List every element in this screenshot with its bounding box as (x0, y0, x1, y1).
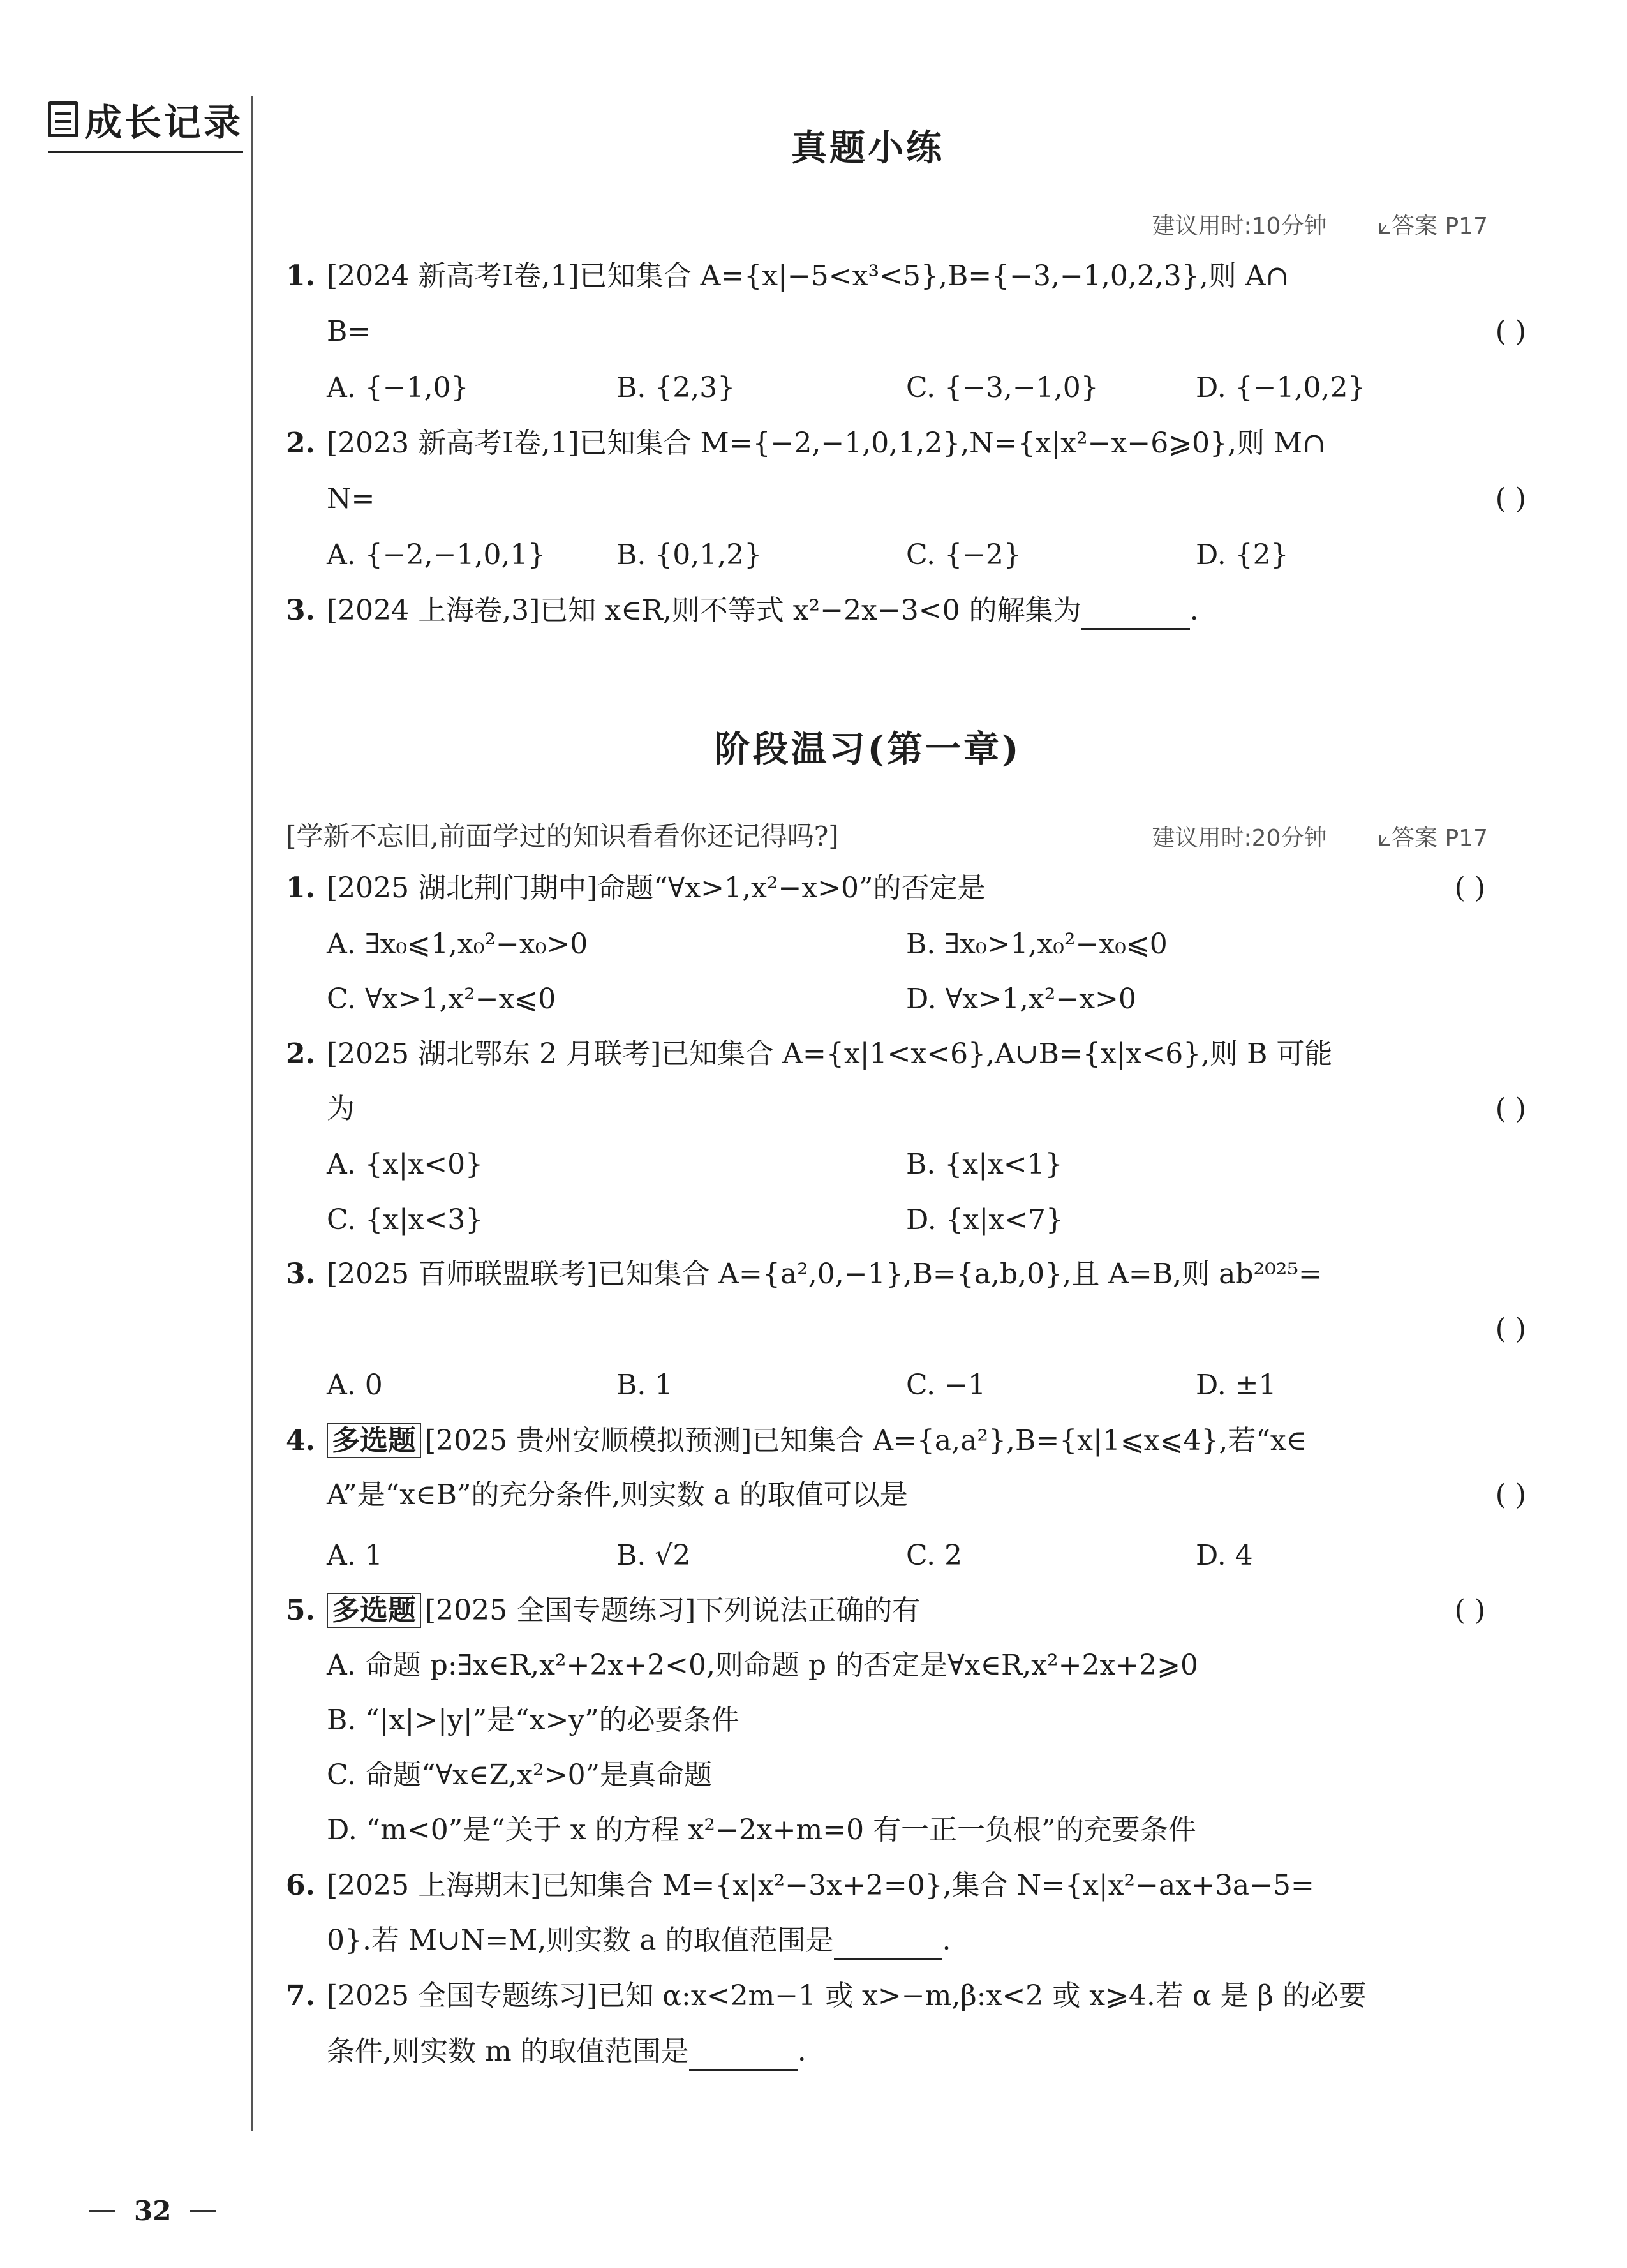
page-number: 32 (134, 2195, 172, 2227)
option-a: A. 命题 p:∃x∈R,x²+2x+2<0,则命题 p 的否定是∀x∈R,x²+2x+2⩾0 (327, 1649, 1198, 1682)
option-d: D. {−1,0,2} (1196, 371, 1366, 404)
s1-q3 (286, 592, 1485, 630)
s2-q4 (286, 1422, 1485, 1460)
question-number: 1. (286, 872, 315, 904)
s2-q6 (286, 1867, 1485, 1905)
answer-paren: ( ) (1495, 1093, 1526, 1125)
answer-paren: ( ) (1454, 872, 1485, 904)
s2-q4-line2 (286, 1476, 1526, 1514)
question-number: 5. (286, 1594, 315, 1627)
s1-q1-line2 (286, 313, 1526, 351)
answer-blank[interactable] (689, 2041, 798, 2071)
s1-q1 (286, 257, 1485, 295)
question-number: 3. (286, 594, 315, 627)
s2-q1-options-row2 (327, 980, 1485, 1018)
s1-q1-options (327, 369, 1485, 407)
option-c: C. {−2} (906, 539, 1022, 571)
option-d: D. {2} (1196, 539, 1289, 571)
s2-q6-line2 (286, 1921, 1526, 1960)
option-b: B. {x|x<1} (906, 1148, 1063, 1181)
question-end: . (797, 2035, 806, 2068)
option-a: A. 1 (327, 1539, 383, 1572)
footer-dash-right (190, 2210, 216, 2212)
question-text: [2025 百师联盟联考]已知集合 A={a²,0,−1},B={a,b,0},且 A=B,则 ab²⁰²⁵= (327, 1258, 1322, 1290)
answer-ref: ⟀答案 P17 (1378, 213, 1488, 239)
option-b: B. ∃x₀>1,x₀²−x₀⩽0 (906, 928, 1168, 960)
option-b: B. “|x|>|y|”是“x>y”的必要条件 (327, 1704, 739, 1736)
option-c: C. {x|x<3} (327, 1204, 484, 1236)
question-number: 7. (286, 1980, 315, 2012)
question-text: [2024 新高考Ⅰ卷,1]已知集合 A={x|−5<x³<5},B={−3,−1,0,2,3},则 A∩ (327, 260, 1289, 292)
option-c: C. {−3,−1,0} (906, 371, 1099, 404)
answer-blank[interactable] (1081, 600, 1190, 630)
margin-header-label: 成长记录 (85, 101, 244, 144)
question-number: 1. (286, 260, 315, 292)
page-footer (89, 2195, 216, 2227)
margin-header (48, 93, 243, 146)
notebook-icon (48, 101, 78, 137)
question-text: A”是“x∈B”的充分条件,则实数 a 的取值可以是 (327, 1479, 908, 1511)
suggested-time: 建议用时:20分钟 (1152, 825, 1327, 851)
section-title-review: 阶段温习(第一章) (714, 728, 1022, 770)
question-text: 条件,则实数 m 的取值范围是 (327, 2035, 689, 2068)
s2-q2-line2 (286, 1090, 1526, 1128)
s2-q3-options (327, 1366, 1485, 1405)
question-text: [2024 上海卷,3]已知 x∈R,则不等式 x²−2x−3<0 的解集为 (327, 594, 1081, 627)
option-a: A. {x|x<0} (327, 1148, 484, 1181)
question-text: 0}.若 M∪N=M,则实数 a 的取值范围是 (327, 1924, 834, 1957)
question-end: . (1189, 594, 1199, 627)
question-text: [2025 上海期末]已知集合 M={x|x²−3x+2=0},集合 N={x|x²−ax+3a−5= (327, 1869, 1314, 1902)
footer-dash-left (89, 2210, 115, 2212)
question-number: 4. (286, 1424, 315, 1457)
answer-paren: ( ) (1495, 1479, 1526, 1511)
option-c: C. 命题“∀x∈Z,x²>0”是真命题 (327, 1759, 713, 1791)
question-text: [2025 全国专题练习]下列说法正确的有 (425, 1594, 921, 1627)
question-text: [2025 全国专题练习]已知 α:x<2m−1 或 x>−m,β:x<2 或 x⩾4.若 α 是 β 的必要 (327, 1980, 1367, 2012)
section-title-practice: 真题小练 (791, 127, 944, 169)
multi-choice-tag: 多选题 (327, 1593, 421, 1628)
margin-header-underline (48, 151, 243, 153)
question-text: [2025 湖北荆门期中]命题“∀x>1,x²−x>0”的否定是 (327, 872, 986, 904)
s1-q2-line2 (286, 480, 1526, 518)
answer-ref: ⟀答案 P17 (1378, 825, 1488, 851)
s2-q7-line2 (286, 2033, 1526, 2071)
option-a: A. {−1,0} (327, 371, 469, 404)
question-text: [2025 贵州安顺模拟预测]已知集合 A={a,a²},B={x|1⩽x⩽4},若“x∈ (425, 1424, 1307, 1457)
s2-q1 (286, 869, 1485, 907)
section-note: [学新不忘旧,前面学过的知识看看你还记得吗?] (286, 821, 839, 852)
s2-q4-options (327, 1537, 1485, 1575)
question-number: 2. (286, 1038, 315, 1070)
option-d: D. {x|x<7} (906, 1204, 1064, 1236)
s2-q1-options-row1 (327, 925, 1485, 964)
question-text: N= (327, 482, 375, 515)
s2-q3 (286, 1255, 1485, 1294)
option-a: A. ∃x₀⩽1,x₀²−x₀>0 (327, 928, 588, 960)
question-text: B= (327, 315, 371, 348)
s1-q2 (286, 424, 1485, 463)
option-a: A. 0 (327, 1369, 383, 1401)
option-d: D. “m<0”是“关于 x 的方程 x²−2x+m=0 有一正一负根”的充要条件 (327, 1814, 1196, 1846)
question-text: [2023 新高考Ⅰ卷,1]已知集合 M={−2,−1,0,1,2},N={x|x²−x−6⩾0},则 M∩ (327, 427, 1326, 459)
s2-q2-options-row2 (327, 1201, 1485, 1239)
s2-q5 (286, 1592, 1485, 1630)
option-d: D. ±1 (1196, 1369, 1277, 1401)
section2-time-info (1152, 820, 1488, 853)
suggested-time: 建议用时:10分钟 (1152, 213, 1327, 239)
answer-paren: ( ) (1454, 1594, 1485, 1627)
s2-q7 (286, 1977, 1485, 2015)
section1-time-info (1152, 208, 1488, 241)
option-c: C. 2 (906, 1539, 963, 1572)
s1-q2-options (327, 536, 1485, 574)
question-end: . (942, 1924, 951, 1957)
margin-rule (251, 96, 253, 2131)
option-b: B. √2 (616, 1539, 691, 1572)
answer-blank[interactable] (834, 1930, 942, 1960)
option-d: D. ∀x>1,x²−x>0 (906, 983, 1136, 1015)
answer-paren: ( ) (1495, 315, 1526, 348)
answer-paren: ( ) (1495, 1313, 1526, 1345)
answer-paren: ( ) (1495, 482, 1526, 515)
s2-q2-options-row1 (327, 1145, 1485, 1184)
question-text: 为 (327, 1093, 355, 1125)
s2-q2 (286, 1035, 1485, 1073)
option-c: C. ∀x>1,x²−x⩽0 (327, 983, 556, 1015)
option-c: C. −1 (906, 1369, 986, 1401)
multi-choice-tag: 多选题 (327, 1423, 421, 1458)
question-text: [2025 湖北鄂东 2 月联考]已知集合 A={x|1<x<6},A∪B={x|x<6},则 B 可能 (327, 1038, 1333, 1070)
question-number: 6. (286, 1869, 315, 1902)
option-b: B. {0,1,2} (616, 539, 762, 571)
question-number: 2. (286, 427, 315, 459)
question-number: 3. (286, 1258, 315, 1290)
option-d: D. 4 (1196, 1539, 1253, 1572)
option-b: B. 1 (616, 1369, 673, 1401)
option-b: B. {2,3} (616, 371, 736, 404)
option-a: A. {−2,−1,0,1} (327, 539, 546, 571)
